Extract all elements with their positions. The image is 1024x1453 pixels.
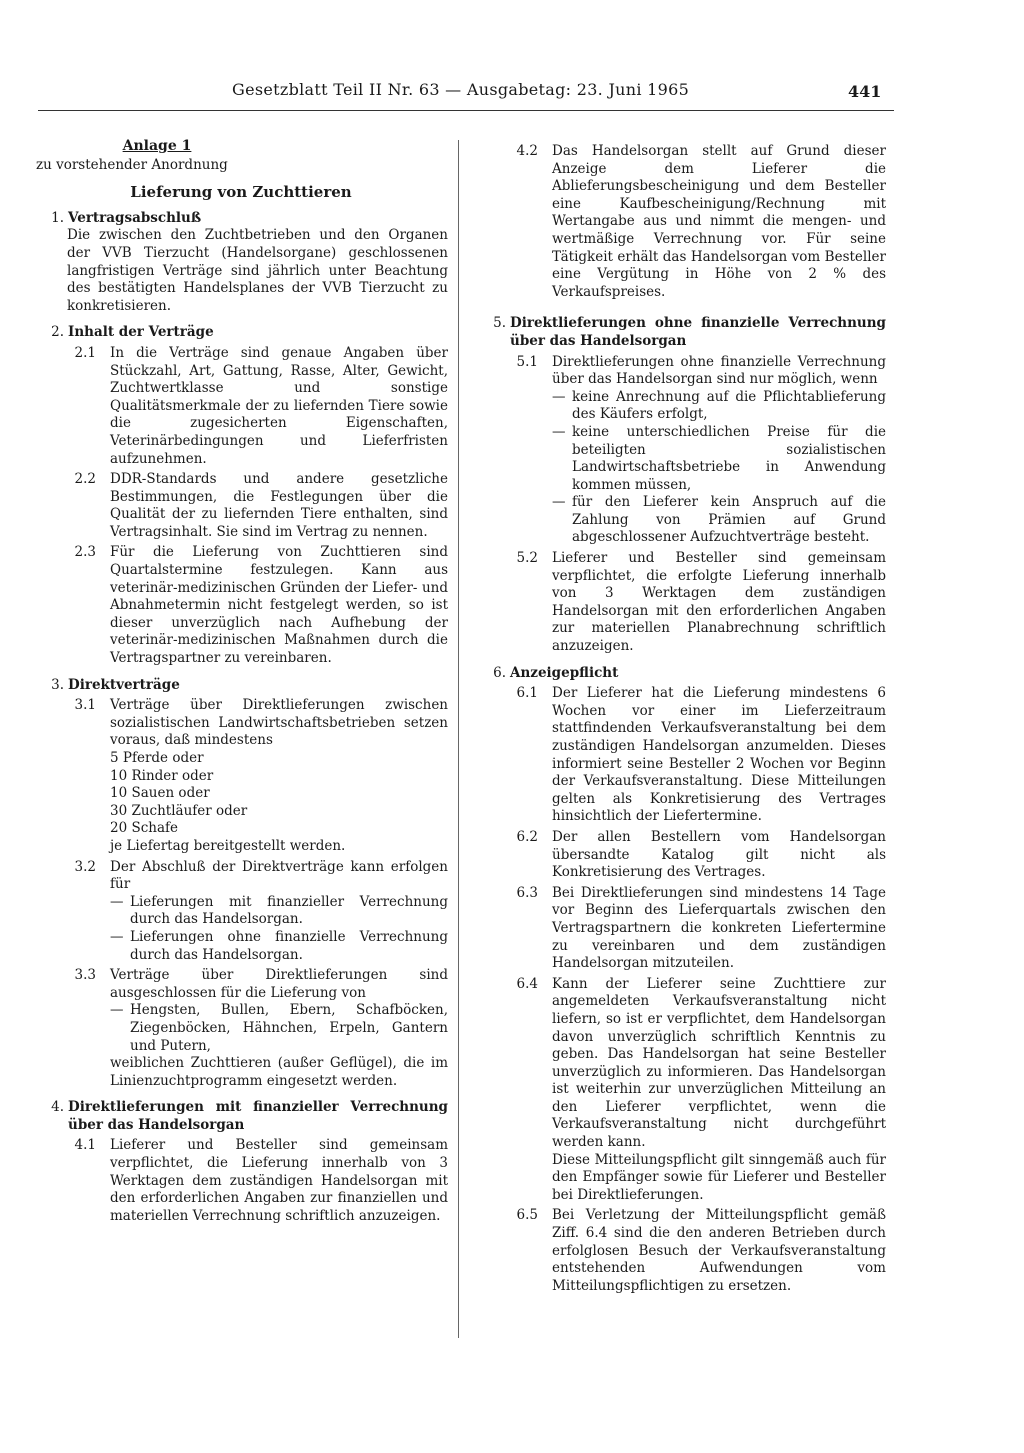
- clause-text: je Liefertag bereitgestellt werden.: [110, 837, 346, 854]
- clause: [36, 544, 448, 667]
- dash-mark: —: [110, 1002, 124, 1019]
- section-2: [36, 324, 448, 667]
- dash-mark: —: [552, 423, 566, 440]
- clause: [486, 1207, 886, 1295]
- gazette-title: Gesetzblatt Teil II Nr. 63 — Ausgabetag: 23. Juni 1965: [232, 80, 690, 99]
- clause: [36, 697, 448, 855]
- header-rule: [38, 110, 894, 111]
- section-title: Inhalt der Verträge: [68, 324, 214, 341]
- clause-number: 3.3: [74, 967, 96, 984]
- list-item-text: Lieferungen ohne finanzielle Verrechnung durch das Handelsorgan.: [130, 928, 448, 963]
- section-text: Die zwischen den Zuchtbetrieben und den Organen der VVB Tierzucht (Handelsorgane) geschlossenen langfristigen Verträge sind jährlich unter Beachtung des bestätigten Handelsplanes der VVB Tierzucht zu konkretisieren.: [67, 227, 448, 314]
- clause-text: Verträge über Direktlieferungen zwischen sozialistischen Landwirtschaftsbetrieben setzen voraus, daß mindestens: [110, 697, 448, 749]
- section-number: 2.: [51, 324, 64, 341]
- dash-mark: —: [552, 388, 566, 405]
- clause-text: Lieferer und Besteller sind gemeinsam verpflichtet, die Lieferung innerhalb von 3 Werktagen dem zuständigen Handelsorgan mit den erforderlichen Angaben zur finanziellen und materiellen Verrechnung schriftlich anzuzeigen.: [110, 1137, 448, 1224]
- clause-text: Kann der Lieferer seine Zuchttiere zur angemeldeten Verkaufsveranstaltung nicht liefern, so ist er verpflichtet, dem Handelsorgan davon unverzüglich schriftlich Kenntnis zu geben. Das Handelsorgan hat seine Besteller unverzüglich zu informieren. Das Handelsorgan ist weiterhin zur unverzüglichen Mitteilung an den Lieferer verpflichtet, wenn die Verkaufsveranstaltung nicht durchgeführt werden kann.: [552, 975, 886, 1151]
- clause: [486, 829, 886, 882]
- page-header: [0, 80, 1024, 112]
- clause: [486, 354, 886, 548]
- clause-number: 2.3: [74, 544, 96, 561]
- section-5: [486, 315, 886, 655]
- clause-number: 3.1: [74, 697, 96, 714]
- clause-text: weiblichen Zuchttieren (außer Geflügel), die im Linienzuchtprogramm eingesetzt werden.: [110, 1055, 448, 1089]
- document-title: Lieferung von Zuchttieren: [130, 183, 352, 202]
- dash-mark: —: [110, 893, 124, 910]
- clause-text: Für die Lieferung von Zuchttieren sind Quartalstermine festzulegen. Kann aus veterinär-medizinischen Gründen der Liefer- und Abnahmetermin nicht festgelegt werden, so ist dieser unverzüglich nach Aufhebung der veterinär-medizinischen Maßnahmen durch die Vertragspartner zu vereinbaren.: [110, 544, 448, 667]
- clause-number: 6.5: [516, 1207, 538, 1224]
- column-divider: [458, 140, 459, 1338]
- clause-text: Der Lieferer hat die Lieferung mindestens 6 Wochen vor einer im Lieferzeitraum stattfindenden Verkaufsveranstaltung bei dem zuständigen Handelsorgan anzumelden. Dieses informiert seine Besteller 2 Wochen vor Beginn der Verkaufsveranstaltung. Diese Mitteilungen gelten als Konkretisierung des Vertrages hinsichtlich der Liefertermine.: [552, 685, 886, 825]
- clause-number: 4.1: [74, 1137, 96, 1154]
- clause-number: 6.3: [516, 884, 538, 901]
- list-item: 20 Schafe: [110, 820, 179, 837]
- clause: [36, 859, 448, 965]
- clause-text: Der Abschluß der Direktverträge kann erfolgen für: [110, 858, 448, 893]
- clause: [36, 967, 448, 1090]
- clause-number: 5.1: [516, 353, 538, 370]
- list-item: [110, 929, 448, 964]
- clause: [36, 1137, 448, 1225]
- section-title: Direktlieferungen mit finanzieller Verrechnung über das Handelsorgan: [68, 1099, 448, 1133]
- section-4: [36, 1099, 448, 1225]
- clause-text: Bei Verletzung der Mitteilungspflicht gemäß Ziff. 6.4 sind die den anderen Betrieben durch erfolglosen Besuch der Verkaufsveranstaltung entstehenden Aufwendungen vom Mitteilungspflichtigen zu ersetzen.: [552, 1207, 886, 1294]
- dash-mark: —: [552, 494, 566, 511]
- clause: [486, 143, 886, 301]
- clause-number: 5.2: [516, 550, 538, 567]
- clause: [486, 550, 886, 656]
- clause-number: 6.4: [516, 975, 538, 992]
- clause: [486, 685, 886, 826]
- clause-number: 2.1: [74, 344, 96, 361]
- clause-number: 6.2: [516, 828, 538, 845]
- clause-number: 2.2: [74, 471, 96, 488]
- clause-text: Direktlieferungen ohne finanzielle Verrechnung über das Handelsorgan sind nur möglich, wenn: [552, 353, 886, 388]
- section-number: 4.: [51, 1099, 64, 1116]
- list-item-text: keine unterschiedlichen Preise für die beteiligten sozialistischen Landwirtschaftsbetriebe in Anwendung kommen müssen,: [572, 423, 886, 493]
- section-number: 3.: [51, 676, 64, 693]
- dash-mark: —: [110, 928, 124, 945]
- list-item: [110, 1002, 448, 1055]
- clause-number: 4.2: [516, 143, 538, 159]
- clause: [36, 471, 448, 541]
- list-item-text: für den Lieferer kein Anspruch auf die Zahlung von Prämien auf Grund abgeschlossener Aufzuchtverträge besteht.: [572, 494, 886, 546]
- list-item-text: Lieferungen mit finanzieller Verrechnung durch das Handelsorgan.: [130, 893, 448, 928]
- section-number: 1.: [51, 209, 64, 226]
- list-item: 10 Sauen oder: [110, 785, 210, 802]
- list-item: 30 Zuchtläufer oder: [110, 802, 248, 819]
- list-item: [552, 494, 886, 547]
- list-item: [552, 424, 886, 494]
- list-item: [552, 389, 886, 424]
- section-number: 6.: [493, 664, 506, 681]
- list-item: 5 Pferde oder: [110, 750, 204, 766]
- clause: [36, 345, 448, 468]
- clause-text: DDR-Standards und andere gesetzliche Bestimmungen, die Festlegungen über die Qualität der zu liefernden Tiere enthalten, sind Vertragsinhalt. Sie sind im Vertrag zu nennen.: [110, 471, 448, 540]
- clause-text: Verträge über Direktlieferungen sind ausgeschlossen für die Lieferung von: [110, 967, 448, 1001]
- section-title: Anzeigepflicht: [510, 664, 619, 681]
- section-title: Direktverträge: [68, 676, 180, 693]
- list-item-text: Hengsten, Bullen, Ebern, Schafböcken, Ziegenböcken, Hähnchen, Erpeln, Gantern und Putern,: [130, 1002, 448, 1054]
- section-title: Direktlieferungen ohne finanzielle Verrechnung über das Handelsorgan: [510, 315, 886, 349]
- page-number: 441: [848, 82, 882, 101]
- clause-number: 3.2: [74, 858, 96, 875]
- clause-number: 6.1: [516, 685, 538, 702]
- section-title: Vertragsabschluß: [68, 209, 202, 226]
- left-column: [36, 138, 448, 1234]
- clause-text: Bei Direktlieferungen sind mindestens 14 Tage vor Beginn des Lieferquartals zwischen den Vertragspartnern die konkreten Liefertermine zu vereinbaren und dem zuständigen Handelsorgan mitzuteilen.: [552, 884, 886, 972]
- section-1: [36, 210, 448, 316]
- section-number: 5.: [493, 315, 506, 332]
- right-column: [486, 143, 886, 1304]
- clause: [486, 976, 886, 1205]
- list-item-text: keine Anrechnung auf die Pflichtablieferung des Käufers erfolgt,: [572, 388, 886, 423]
- clause-text: Lieferer und Besteller sind gemeinsam verpflichtet, die erfolgte Lieferung innerhalb von 3 Werktagen dem zuständigen Handelsorgan mit den erforderlichen Angaben zur materiellen Planabrechnung schriftlich anzuzeigen.: [552, 550, 886, 655]
- clause-text: In die Verträge sind genaue Angaben über Stückzahl, Art, Gattung, Rasse, Alter, Gewicht, Zuchtwertklasse und sonstige Qualitätsmerkmale der zu liefernden Tiere sowie die zugesicherten Eigenschaften, Veterinärbedingungen und Lieferfristen aufzunehmen.: [110, 344, 448, 467]
- clause-text: Diese Mitteilungspflicht gilt sinngemäß auch für den Empfänger sowie für Lieferer und Besteller bei Direktlieferungen.: [552, 1151, 886, 1203]
- section-6: [486, 665, 886, 1296]
- annex-subtitle: zu vorstehender Anordnung: [36, 156, 228, 173]
- clause-text: Der allen Bestellern vom Handelsorgan übersandte Katalog gilt nicht als Konkretisierung des Vertrages.: [552, 828, 886, 881]
- section-3: [36, 677, 448, 1091]
- annex-label: Anlage 1: [122, 138, 192, 154]
- clause-text: Das Handelsorgan stellt auf Grund dieser Anzeige dem Lieferer die Ablieferungsbescheinigung und dem Besteller eine Kaufbescheinigung/Rechnung mit Wertangabe aus und nimmt die mengen- und wertmäßige Verrechnung vor. Für seine Tätigkeit erhält das Handelsorgan vom Besteller eine Vergütung in Höhe von 2 % des Verkaufspreises.: [552, 143, 886, 300]
- list-item: 10 Rinder oder: [110, 767, 214, 784]
- list-item: [110, 894, 448, 929]
- clause: [486, 885, 886, 973]
